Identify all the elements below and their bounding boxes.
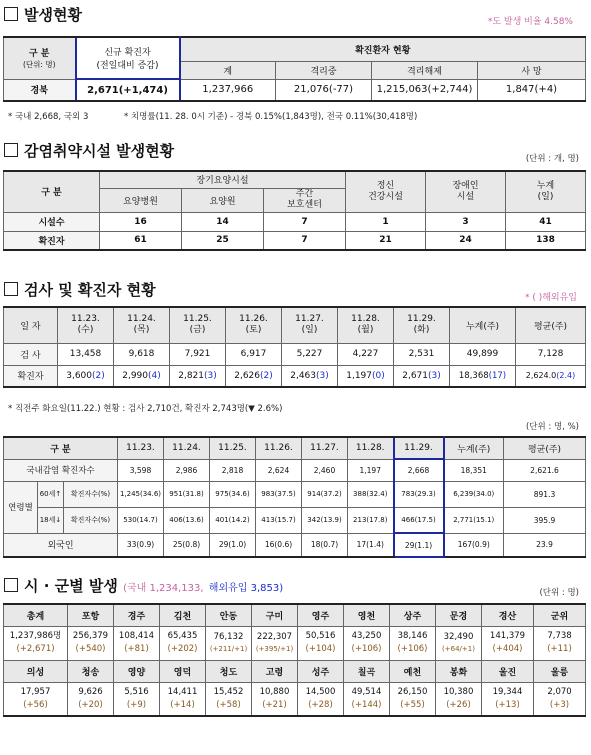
city-cell: 38,146 (+106) [390, 626, 436, 660]
cell: 406(13.6) [164, 507, 210, 533]
cell: 783(29.3) [394, 481, 444, 507]
city-hdr: 의성 [4, 660, 68, 682]
age-over60-label: 60세↑ [38, 481, 64, 507]
city-cell: 19,344 (+13) [482, 682, 534, 716]
city-hdr: 영덕 [160, 660, 206, 682]
city-hdr: 영양 [114, 660, 160, 682]
city-hdr: 군위 [534, 604, 586, 626]
cell: 891.3 [504, 481, 586, 507]
city-cell: 50,516 (+104) [298, 626, 344, 660]
city-hdr: 문경 [436, 604, 482, 626]
city-hdr: 김천 [160, 604, 206, 626]
cell: 6,917 [226, 343, 282, 365]
hdr-average: 평균(주) [504, 437, 586, 459]
row-label: 검 사 [4, 343, 58, 365]
unit-label: (단위 : 개, 명) [525, 154, 579, 164]
cell: 951(31.8) [164, 481, 210, 507]
cell: 49,899 [450, 343, 516, 365]
age-table [3, 436, 586, 558]
deaths-value: 1,847(+4) [478, 79, 586, 101]
city-cell: 14,411 (+14) [160, 682, 206, 716]
city-hdr: 청도 [206, 660, 252, 682]
city-hdr: 경산 [482, 604, 534, 626]
row-label: 외국인 [4, 533, 118, 557]
cell: 7,128 [516, 343, 586, 365]
new-cases-value: 2,671(+1,474) [76, 79, 180, 101]
cell: 7 [264, 212, 346, 231]
note-week: * 직전주 화요일(11.22.) 현황 : 검사 2,710건, 확진자 2,743명(▼ 2.6%) [8, 404, 283, 414]
city-hdr: 고령 [252, 660, 298, 682]
city-cell: 17,957 (+56) [4, 682, 68, 716]
hdr-cumulative: 누계(주) [450, 307, 516, 343]
city-hdr: 영주 [298, 604, 344, 626]
section-title-city: 시 · 군별 발생 (국내 1,234,133, 해외유입 3,853) [4, 575, 283, 596]
cell: 2,986 [164, 459, 210, 481]
released-value: 1,215,063(+2,744) [372, 79, 478, 101]
cell: 2,624 [256, 459, 302, 481]
city-cell: 49,514 (+144) [344, 682, 390, 716]
city-hdr: 구미 [252, 604, 298, 626]
hdr-col: 사 망 [478, 61, 586, 79]
cell: 23.9 [504, 533, 586, 557]
city-cell: 222,307 (+395/+1) [252, 626, 298, 660]
tests-table [3, 306, 586, 388]
age-group-label: 연령별 [4, 481, 38, 533]
city-cell: 65,435 (+202) [160, 626, 206, 660]
cell: 18,351 [444, 459, 504, 481]
city-hdr: 예천 [390, 660, 436, 682]
cell: 413(15.7) [256, 507, 302, 533]
city-cell: 10,880 (+21) [252, 682, 298, 716]
hdr-date-col: 11.26. [256, 437, 302, 459]
city-cell: 5,516 (+9) [114, 682, 160, 716]
cell: 14 [182, 212, 264, 231]
city-hdr: 안동 [206, 604, 252, 626]
total-value: 1,237,966 [180, 79, 276, 101]
city-cell: 14,500 (+28) [298, 682, 344, 716]
cell: 3 [426, 212, 506, 231]
hdr-status: 확진환자 현황 [180, 37, 586, 61]
cell: 4,227 [338, 343, 394, 365]
cell: 2,463(3) [282, 365, 338, 387]
unit-label: (단위 : 명, %) [525, 422, 579, 432]
city-cell: 76,132 (+211/+1) [206, 626, 252, 660]
city-hdr: 총계 [4, 604, 68, 626]
cell: 41 [506, 212, 586, 231]
city-cell: 141,379 (+404) [482, 626, 534, 660]
cell: 2,990(4) [114, 365, 170, 387]
cell: 3,600(2) [58, 365, 114, 387]
hdr-col: 계 [180, 61, 276, 79]
hdr-date: 일 자 [4, 307, 58, 343]
city-cell: 108,414 (+81) [114, 626, 160, 660]
isolating-value: 21,076(-77) [276, 79, 372, 101]
domestic-total: (국내 1,234,133, [123, 583, 204, 594]
cell: 1,245(34.6) [118, 481, 164, 507]
city-cell: 15,452 (+58) [206, 682, 252, 716]
cell: 530(14.7) [118, 507, 164, 533]
cell: 16(0.6) [256, 533, 302, 557]
hdr-new-cases: 신규 확진자 (전일대비 증감) [76, 37, 180, 79]
cell: 17(1.4) [348, 533, 394, 557]
city-hdr: 청송 [68, 660, 114, 682]
cell: 167(0.9) [444, 533, 504, 557]
city-hdr: 성주 [298, 660, 344, 682]
cell: 24 [426, 231, 506, 250]
hdr-date-col: 11.28. (월) [338, 307, 394, 343]
city-hdr: 울진 [482, 660, 534, 682]
hdr-date-col: 11.24. (목) [114, 307, 170, 343]
hdr-longterm-care: 장기요양시설 [100, 171, 346, 188]
hdr-date-col: 11.27. [302, 437, 348, 459]
hdr-col: 정신 건강시설 [346, 171, 426, 212]
city-cell: 32,490 (+64/+1) [436, 626, 482, 660]
hdr-col: 누계 (일) [506, 171, 586, 212]
city-hdr: 울릉 [534, 660, 586, 682]
city-hdr: 상주 [390, 604, 436, 626]
hdr-date-col: 11.23. (수) [58, 307, 114, 343]
cell: 2,460 [302, 459, 348, 481]
row-label: 확진자 [4, 365, 58, 387]
vulnerable-table [3, 170, 586, 251]
checkbox-square-icon [4, 578, 18, 592]
city-hdr: 봉화 [436, 660, 482, 682]
city-cell: 1,237,986명 (+2,671) [4, 626, 68, 660]
cell: 2,626(2) [226, 365, 282, 387]
city-cell: 43,250 (+106) [344, 626, 390, 660]
cell: 21 [346, 231, 426, 250]
hdr-col: 격리해제 [372, 61, 478, 79]
hdr-date-col: 11.24. [164, 437, 210, 459]
hdr-date-col: 11.25. [210, 437, 256, 459]
rate-note: *도 발생 비율 4.58% [487, 17, 573, 27]
city-hdr: 포항 [68, 604, 114, 626]
overseas-total: 해외유입 3,853) [208, 583, 284, 594]
hdr-date-col: 11.29. (화) [394, 307, 450, 343]
cell: 29(1.0) [210, 533, 256, 557]
age-under18-label: 18세↓ [38, 507, 64, 533]
outbreak-table [3, 36, 586, 102]
hdr-col: 격리중 [276, 61, 372, 79]
cell: 18(0.7) [302, 533, 348, 557]
note-fatality: * 치명률(11. 28. 0시 기준) - 경북 0.15%(1,843명), 전국 0.11%(30,418명) [124, 112, 418, 122]
hdr-date-col: 11.25. (금) [170, 307, 226, 343]
hdr-date-col: 11.27. (일) [282, 307, 338, 343]
cell: 2,821(3) [170, 365, 226, 387]
checkbox-square-icon [4, 282, 18, 296]
hdr-date-col: 11.28. [348, 437, 394, 459]
hdr-gubun: 구 분 [4, 171, 100, 212]
hdr-date-col: 11.26. (토) [226, 307, 282, 343]
cell: 138 [506, 231, 586, 250]
checkbox-square-icon [4, 7, 18, 21]
cell: 342(13.9) [302, 507, 348, 533]
cell: 18,368(17) [450, 365, 516, 387]
cell: 25(0.8) [164, 533, 210, 557]
city-cell: 2,070 (+3) [534, 682, 586, 716]
cell: 2,818 [210, 459, 256, 481]
note-domestic-overseas: * 국내 2,668, 국외 3 [8, 112, 89, 122]
city-cell: 26,150 (+55) [390, 682, 436, 716]
cell: 2,671(3) [394, 365, 450, 387]
cell: 7 [264, 231, 346, 250]
checkbox-square-icon [4, 143, 18, 157]
unit-label: (단위 : 명) [539, 588, 579, 598]
cell: 13,458 [58, 343, 114, 365]
city-cell: 9,626 (+20) [68, 682, 114, 716]
hdr-gubun: 구 분 (단위: 명) [4, 37, 76, 79]
overseas-note: * ( )해외유입 [524, 293, 577, 303]
cell: 2,624.0(2.4) [516, 365, 586, 387]
cell: 2,621.6 [504, 459, 586, 481]
city-cell: 10,380 (+26) [436, 682, 482, 716]
cell: 395.9 [504, 507, 586, 533]
count-pct-label: 확진자수(%) [64, 507, 118, 533]
cell: 388(32.4) [348, 481, 394, 507]
cell: 16 [100, 212, 182, 231]
cell: 9,618 [114, 343, 170, 365]
hdr-col: 장애인 시설 [426, 171, 506, 212]
cell: 1 [346, 212, 426, 231]
city-hdr: 영천 [344, 604, 390, 626]
cell: 975(34.6) [210, 481, 256, 507]
city-hdr: 칠곡 [344, 660, 390, 682]
city-hdr: 경주 [114, 604, 160, 626]
cell: 7,921 [170, 343, 226, 365]
count-pct-label: 확진자수(%) [64, 481, 118, 507]
hdr-gubun: 구 분 [4, 437, 118, 459]
cell: 6,239(34.0) [444, 481, 504, 507]
cell: 466(17.5) [394, 507, 444, 533]
hdr-col: 주간 보호센터 [264, 188, 346, 212]
city-cell: 7,738 (+11) [534, 626, 586, 660]
cell: 61 [100, 231, 182, 250]
cell: 33(0.9) [118, 533, 164, 557]
section-title-tests: 검사 및 확진자 현황 [4, 279, 156, 300]
hdr-cumulative: 누계(주) [444, 437, 504, 459]
hdr-date-col: 11.23. [118, 437, 164, 459]
cell: 401(14.2) [210, 507, 256, 533]
city-cell: 256,379 (+540) [68, 626, 114, 660]
cell: 1,197 [348, 459, 394, 481]
cell: 5,227 [282, 343, 338, 365]
hdr-date-col-highlight: 11.29. [394, 437, 444, 459]
cell: 29(1.1) [394, 533, 444, 557]
cell: 2,531 [394, 343, 450, 365]
cell: 213(17.8) [348, 507, 394, 533]
cell: 2,771(15.1) [444, 507, 504, 533]
section-title-vulnerable: 감염취약시설 발생현황 [4, 140, 174, 161]
city-table [3, 603, 586, 717]
cell: 25 [182, 231, 264, 250]
hdr-col: 요양병원 [100, 188, 182, 212]
row-label: 시설수 [4, 212, 100, 231]
hdr-average: 평균(주) [516, 307, 586, 343]
row-label: 확진자 [4, 231, 100, 250]
cell: 2,668 [394, 459, 444, 481]
cell: 983(37.5) [256, 481, 302, 507]
cell: 1,197(0) [338, 365, 394, 387]
cell: 3,598 [118, 459, 164, 481]
hdr-col: 요양원 [182, 188, 264, 212]
section-title-outbreak: 발생현황 [4, 4, 82, 25]
cell: 914(37.2) [302, 481, 348, 507]
row-label: 국내감염 확진자수 [4, 459, 118, 481]
row-label: 경북 [4, 79, 76, 101]
